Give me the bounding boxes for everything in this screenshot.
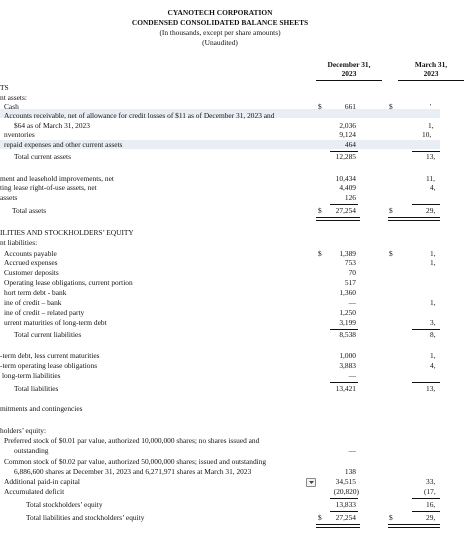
value-dec-2023: 13,421	[335, 384, 356, 393]
value-mar-2023: 1,	[430, 258, 436, 267]
table-row-loc-bank	[0, 299, 440, 308]
table-row-accrued-expenses	[0, 259, 440, 268]
table-row-lt-liabilities	[0, 372, 440, 381]
value-dec-2023: 126	[344, 193, 356, 202]
table-row-prepaid	[0, 141, 440, 150]
company-name: CYANOTECH CORPORATION	[167, 8, 273, 17]
row-label: -term operating lease obligations	[0, 361, 98, 370]
table-row-total-current-liabilities	[0, 331, 440, 340]
value-dec-2023: 70	[348, 268, 356, 277]
value-mar-2023: '	[430, 102, 432, 111]
row-label: ine of credit – bank	[4, 298, 62, 307]
heading-text: ILITIES AND STOCKHOLDERS’ EQUITY	[0, 228, 134, 237]
heading-text: nt liabilities:	[0, 238, 38, 247]
value-dec-2023: 753	[344, 258, 356, 267]
row-label: Total liabilities	[14, 384, 59, 393]
value-dec-2023: 1,000	[339, 351, 356, 360]
row-label: Customer deposits	[4, 268, 59, 277]
column-header-dec-2023	[316, 61, 382, 81]
subtotal-rule	[330, 498, 358, 499]
heading-text: holders’ equity:	[0, 426, 47, 435]
value-mar-2023: 33,	[426, 477, 436, 486]
column-header-mar-2023	[398, 61, 464, 81]
row-label: Total liabilities and stockholders’ equity	[26, 513, 145, 522]
value-dec-2023: 1,389	[339, 249, 356, 258]
heading-text: TS	[0, 83, 9, 92]
value-dec-2023: 27,254	[335, 206, 356, 215]
currency-symbol: $	[389, 249, 393, 258]
table-row-preferred-stock	[0, 447, 440, 456]
value-mar-2023: 10,	[422, 130, 432, 139]
value-dec-2023: 517	[344, 278, 356, 287]
table-row-inventories	[0, 131, 440, 140]
row-label: ine of credit – related party	[4, 308, 85, 317]
value-mar-2023: 13,	[426, 152, 436, 161]
table-row-other-assets	[0, 194, 440, 203]
row-label: Preferred stock of $0.01 par value, authorized 10,000,000 shares; no shares issued and	[4, 436, 260, 445]
value-dec-2023: 10,434	[335, 174, 356, 183]
table-row-op-lease-current	[0, 279, 440, 288]
table-row-total-liabilities-equity	[0, 514, 440, 523]
table-row-preferred-line1	[0, 437, 440, 446]
value-dec-2023: 3,199	[339, 318, 356, 327]
table-row-commitments	[0, 405, 440, 414]
row-label: outstanding	[14, 446, 49, 455]
value-dec-2023: —	[348, 371, 356, 380]
table-row-customer-deposits	[0, 269, 440, 278]
column-header-line2: 2023	[341, 68, 357, 78]
value-dec-2023: 12,285	[335, 152, 356, 161]
row-label: Cash	[4, 102, 19, 111]
subtotal-rule	[412, 498, 440, 499]
row-label: $64 as of March 31, 2023	[14, 121, 90, 130]
value-dec-2023: 464	[344, 140, 356, 149]
table-row-total-current-assets	[0, 153, 440, 162]
currency-symbol: $	[318, 513, 322, 522]
value-dec-2023: 661	[344, 102, 356, 111]
value-dec-2023: 27,254	[335, 513, 356, 522]
row-label: assets	[0, 193, 18, 202]
value-mar-2023: 11,	[426, 174, 435, 183]
value-dec-2023: 138	[344, 467, 356, 476]
table-row-common-line1	[0, 458, 440, 467]
total-double-rule	[316, 217, 360, 221]
row-label: nventories	[4, 130, 35, 139]
value-dec-2023: 8,538	[339, 330, 356, 339]
value-dec-2023: 2,036	[339, 121, 356, 130]
currency-symbol: $	[389, 102, 393, 111]
value-dec-2023: (20,820)	[333, 487, 359, 496]
value-mar-2023: 1,	[430, 351, 436, 360]
row-label: 6,886,600 shares at December 31, 2023 and 6,271,971 shares at March 31, 2023	[14, 467, 252, 476]
row-label: Accrued expenses	[4, 258, 58, 267]
row-label: repaid expenses and other current assets	[4, 140, 123, 149]
table-row-current-ltd	[0, 319, 440, 328]
total-double-rule	[388, 524, 440, 528]
value-dec-2023: 1,250	[339, 308, 356, 317]
value-dec-2023: 9,124	[339, 130, 356, 139]
chevron-down-icon	[309, 481, 314, 484]
subheading-stockholders-equity	[0, 427, 440, 436]
row-label: Accounts receivable, net of allowance for credit losses of $11 as of December 31, 2023 and	[4, 111, 275, 120]
subtotal-rule	[412, 204, 440, 205]
statement-title: CONDENSED CONSOLIDATED BALANCE SHEETS	[131, 18, 309, 27]
currency-symbol: $	[389, 513, 393, 522]
subtotal-rule	[412, 511, 440, 512]
value-mar-2023: 1,	[428, 121, 434, 130]
column-header-line1: December 31,	[327, 60, 371, 69]
row-label: Total current liabilities	[14, 330, 82, 339]
row-label: ting lease right-of-use assets, net	[0, 183, 97, 192]
statement-subtitle: (In thousands, except per share amounts)	[159, 28, 281, 37]
row-label: Total current assets	[14, 152, 71, 161]
table-row-accounts-receivable	[0, 122, 440, 131]
value-mar-2023: 1,	[430, 298, 436, 307]
value-mar-2023: 3,	[430, 318, 436, 327]
table-row-ar-line1	[0, 112, 440, 121]
row-label: long-term liabilities	[2, 371, 61, 380]
column-header-line1: March 31,	[414, 60, 448, 69]
unaudited-note: (Unaudited)	[202, 38, 238, 47]
currency-symbol: $	[318, 102, 322, 111]
currency-symbol: $	[389, 206, 393, 215]
table-row-apic	[0, 478, 440, 487]
value-dec-2023: 1,360	[339, 288, 356, 297]
row-label: -term debt, less current maturities	[0, 351, 100, 360]
row-label: hort term debt - bank	[4, 288, 67, 297]
value-mar-2023: 8,	[430, 330, 436, 339]
value-mar-2023: 1,	[430, 249, 436, 258]
table-row-loc-related-party	[0, 309, 440, 318]
total-double-rule	[388, 217, 440, 221]
row-label: Accumulated deficit	[4, 487, 65, 496]
section-heading-assets	[0, 84, 440, 93]
value-mar-2023: 29,	[426, 206, 436, 215]
table-row-long-term-debt	[0, 352, 440, 361]
row-label: Accounts payable	[4, 249, 57, 258]
table-row-accounts-payable	[0, 250, 440, 259]
value-dec-2023: —	[348, 446, 356, 455]
table-row-accumulated-deficit	[0, 488, 440, 497]
row-label: Operating lease obligations, current portion	[4, 278, 133, 287]
table-row-total-equity	[0, 501, 440, 510]
value-dec-2023: 13,833	[335, 500, 356, 509]
value-dec-2023: 3,883	[339, 361, 356, 370]
value-mar-2023: 13,	[426, 384, 436, 393]
value-mar-2023: 4,	[430, 361, 436, 370]
table-row-total-assets	[0, 207, 440, 216]
value-dec-2023: 34,515	[335, 477, 356, 486]
subtotal-rule	[330, 511, 358, 512]
subheading-current-liabilities	[0, 239, 440, 248]
value-mar-2023: 4,	[430, 183, 436, 192]
row-label: ment and leasehold improvements, net	[0, 174, 114, 183]
table-row-short-term-debt	[0, 289, 440, 298]
table-row-rou-assets	[0, 184, 440, 193]
value-mar-2023: (17,	[424, 487, 436, 496]
subheading-current-assets	[0, 94, 440, 103]
row-label: Additional paid-in capital	[4, 477, 80, 486]
table-row-total-liabilities	[0, 385, 440, 394]
row-label: urrent maturities of long-term debt	[4, 318, 107, 327]
total-double-rule	[316, 524, 360, 528]
value-mar-2023: 29,	[426, 513, 436, 522]
row-label: Total stockholders’ equity	[26, 500, 103, 509]
value-dec-2023: —	[348, 298, 356, 307]
row-label: Total assets	[12, 206, 47, 215]
row-label: Common stock of $0.02 par value, authorized 50,000,000 shares; issued and outstanding	[4, 457, 267, 466]
subtotal-rule	[412, 382, 440, 383]
heading-text: nt assets:	[0, 93, 27, 102]
table-row-common-stock	[0, 468, 440, 477]
subtotal-rule	[330, 382, 358, 383]
row-label: mitments and contingencies	[0, 404, 83, 413]
subtotal-rule	[330, 204, 358, 205]
section-heading-liabilities	[0, 229, 440, 238]
value-dec-2023: 4,409	[339, 183, 356, 192]
currency-symbol: $	[318, 249, 322, 258]
value-mar-2023: 16,	[426, 500, 436, 509]
row-dropdown-toggle[interactable]	[306, 478, 316, 487]
currency-symbol: $	[318, 206, 322, 215]
column-header-line2: 2023	[423, 68, 439, 78]
table-row-lt-operating-lease	[0, 362, 440, 371]
